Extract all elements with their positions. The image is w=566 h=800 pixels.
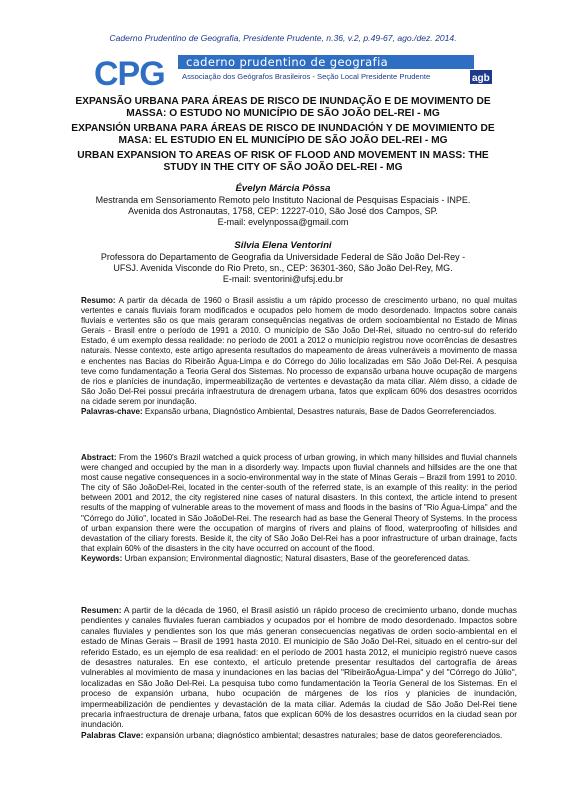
banner-title: caderno prudentino de geografia — [178, 55, 474, 69]
resumen-keywords-label: Palabras Clave: — [81, 729, 144, 740]
resumen-section — [81, 605, 517, 740]
abstract-keywords-label: Keywords: — [81, 553, 123, 563]
agb-logo-icon — [470, 70, 492, 84]
journal-banner — [92, 53, 488, 91]
resumo-keywords — [81, 407, 517, 417]
title-english: URBAN EXPANSION TO AREAS OF RISK OF FLOOD AND MOVEMENT IN MASS: THE STUDY IN THE CITY OF SÃO JOÃO DEL-REI - MG — [77, 149, 489, 174]
resumen-label: Resumen: — [81, 605, 122, 615]
author-email[interactable]: E-mail: evelynpossa@gmail.com — [217, 217, 349, 227]
journal-citation: Caderno Prudentino de Geografia, Presidente Prudente, n.36, v.2, p.49-67, ago./dez. 2014. — [109, 33, 457, 43]
title-portuguese: EXPANSÃO URBANA PARA ÁREAS DE RISCO DE INUNDAÇÃO E DE MOVIMENTO DE MASSA: O ESTUDO NO MUNICÍPIO DE SÃO JOÃO DEL-REI - MG — [75, 96, 491, 120]
resumen-paragraph — [81, 605, 517, 730]
abstract-paragraph — [81, 453, 517, 554]
resumo-keywords-text: Expansão urbana, Diagnóstico Ambiental, Desastres naturais, Base de Dados Georreferenciados. — [142, 407, 497, 417]
author-address: Avenida dos Astronautas, 1758, CEP: 12227-010, São José dos Campos, SP. — [128, 206, 438, 216]
author-affiliation: Professora do Departamento de Geografia da Universidade Federal de São João Del-Rey - — [100, 252, 466, 262]
logo-text: CPG — [94, 55, 165, 91]
author-name: Silvia Elena Ventorini — [234, 240, 332, 251]
resumen-keywords-text: expansión urbana; diagnóstico ambiental; desastres naturales; base de datos georeferenciados. — [143, 729, 503, 740]
author-block — [70, 240, 496, 285]
author-affiliation: Mestranda em Sensoriamento Remoto pelo Instituto Nacional de Pesquisas Espaciais - INPE. — [95, 195, 471, 205]
abstract-section — [81, 453, 517, 564]
article-titles — [70, 96, 496, 176]
cpg-logo-icon — [92, 53, 176, 91]
author-address: UFSJ. Avenida Visconde do Rio Preto, sn., CEP: 36301-360, São João Del-Rey, MG. — [113, 263, 453, 273]
resumo-section — [81, 296, 517, 417]
abstract-keywords-text: Urban expansion; Environmental diagnostic; Natural disasters, Base of the georeferenced datas. — [122, 553, 471, 563]
abstract-label: Abstract: — [81, 453, 117, 462]
resumo-text: A partir da década de 1960 o Brasil assistiu a um rápido processo de crescimento urbano, no qual muitas vertentes e canais fluviais foram modificados e ocupados pelo homem de modo desordenado. Impactos sobre canais fluviais e vertentes são os que mais geraram consequências negativas de ordem socioambiental no Estado de Minas Gerais - Brasil entre o período de 1991 a 2010. O município de São João Del-Rei, situado no centro-sul do referido Estado, é um exemplo dessa realidade: no período de 2001 a 2012 o município registrou nove ocorrências de desastres naturais. Nesse contexto, este artigo apresenta resultados do mapeamento de áreas vulneráveis a movimento de massa e enchentes nas Bacias do Ribeirão Água-Limpa e do Córrego do Júlio localizadas em São João Del-Rei. A pesquisa teve como fundamentação a Teoria Geral dos Sistemas. No processo de expansão urbana houve ocupação de margens de rios e planícies de inundação, impermeabilização de vertentes e devastação da mata ciliar. Além disso, a cidade de São João Del-Rei possui precária infraestrutura de drenagem urbana, fatos que explicam 60% dos desastres ocorridos na cidade serem por inundação. — [81, 296, 517, 406]
title-spanish: EXPANSIÓN URBANA PARA ÁREAS DE RISCO DE INUNDACIÓN Y DE MOVIMIENTO DE MASA: EL ESTUDIO EN EL MUNICÍPIO DE SÃO JOÃO DEL-REI - MG — [71, 122, 495, 147]
author-block — [70, 183, 496, 228]
resumo-paragraph — [81, 296, 517, 407]
resumo-keywords-label: Palavras-chave: — [81, 407, 143, 417]
agb-text: agb — [472, 73, 490, 84]
author-name: Évelyn Márcia Pôssa — [235, 183, 331, 194]
author-email[interactable]: E-mail: sventorini@ufsj.edu.br — [222, 274, 344, 284]
resumo-label: Resumo: — [81, 296, 116, 305]
abstract-text: From the 1960's Brazil watched a quick process of urban growing, in which many hillsides and fluvial channels were changed and occupied by the man in a disorderly way. Impacts upon fluvial channels and hillsides are the one that most cause negative consequences in a socio-environmental way in the state of Minas Gerais – Brazil from 1991 to 2010. The city of São JoãoDel-Rei, located in the center-south of the referred state, is an example of this reality: in the period between 2001 and 2012, the city registered nine cases of natural disasters. In this context, the article intend to present results of the mapping of vulnerable areas to the movement of mass and floods in the basins of "Rio Água-Limpa" and the "Córrego do Júlio", located in São JoãoDel-Rei. The research had as base the General Theory of Systems. In the process of urban expansion there were the occupation of margins of rivers and plains of flood, waterproofing of hillsides and devastation of the ciliary forests. Beside it, the city of São João Del-Rei has a poor infrastructure of urban drainage, facts that explain 60% of the disasters in the city have occurred on account of the flood. — [81, 453, 517, 553]
resumen-text: A partir de la década de 1960, el Brasil asistió un rápido proceso de crecimiento urbano, donde muchas pendientes y canales fluviales fueran cambiados y ocupados por el hombre de modo desordenado. Impactos sobre canales fluviales y pendientes son los que más generan consecuencias negativas de orden socio-ambiental en el estado de Minas Gerais – Brasil de 1991 hasta 2010. El municipio de São João Del-Rei, situado en el centro-sur del referido Estado, es un ejemplo de esa realidad: en el período de 2001 hasta 2012, el municipio registró nueve casos de desastres naturales. En ese contexto, el artículo pretende presentar resultados del cartografía de áreas vulnerables al movimiento de masa y inundaciones en las bacias del "RibeirãoÁgua-Limpa" y del "Córrego do Júlio", localizadas en São João Del-Rei. La pesquisa tubo como fundamentación la Teoría General de los Sistemas. En el proceso de expansión urbana, hubo ocupación de márgenes de los ríos y planicies de inundación, impermeabilización de pendientes y devastación de la mata ciliar. Además la ciudad de São João Del-Rei tiene precaria infraestructura de drenaje urbana, fatos que explican 60% de los desastres ocurridos en la ciudad sean por inundación. — [81, 605, 517, 730]
abstract-keywords — [81, 554, 517, 564]
banner-subtitle: Associação dos Geógrafos Brasileiros - Seção Local Presidente Prudente — [182, 72, 431, 81]
resumen-keywords — [81, 730, 517, 740]
